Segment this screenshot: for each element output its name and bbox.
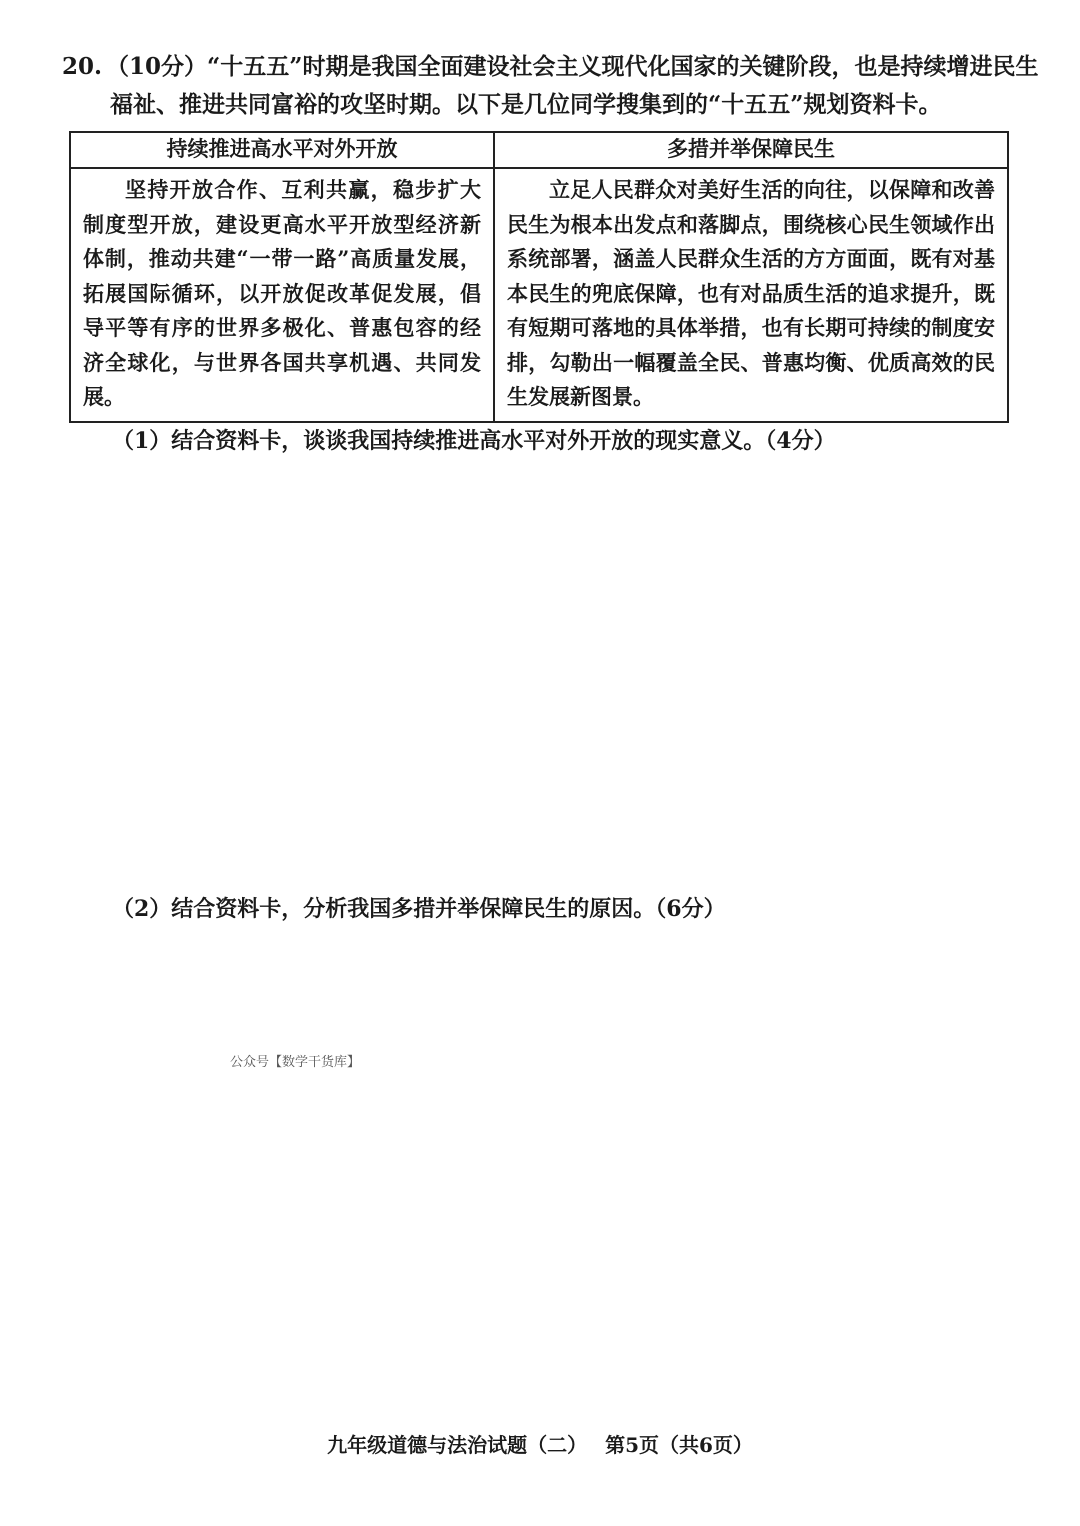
page-footer	[0, 1429, 1080, 1458]
material-cards-table	[69, 131, 1009, 423]
sub-question-2: （2）结合资料卡，分析我国多措并举保障民生的原因。（6分）	[112, 896, 726, 922]
cards-header-row	[70, 132, 1008, 168]
question-number: 20.	[62, 53, 103, 80]
card-left-text: 坚持开放合作、互利共赢，稳步扩大制度型开放，建设更高水平开放型经济新体制，推动共建“一带一路”高质量发展，拓展国际循环，以开放促改革促发展，倡导平等有序的世界多极化、普惠包容的经济全球化，与世界各国共享机遇、共同发展。	[70, 168, 494, 422]
question-heading	[62, 48, 1042, 124]
watermark-text: 公众号【数学干货库】	[230, 1055, 361, 1070]
sub-question-1: （1）结合资料卡，谈谈我国持续推进高水平对外开放的现实意义。（4分）	[112, 428, 836, 454]
cards-body-row	[70, 168, 1008, 422]
card-right-title: 多措并举保障民生	[494, 132, 1008, 168]
footer-page-number: 第5页（共6页）	[605, 1433, 753, 1457]
card-left-title: 持续推进高水平对外开放	[70, 132, 494, 168]
footer-exam-title: 九年级道德与法治试题（二）	[327, 1433, 588, 1457]
card-right-text: 立足人民群众对美好生活的向往，以保障和改善民生为根本出发点和落脚点，围绕核心民生领域作出系统部署，涵盖人民群众生活的方方面面，既有对基本民生的兜底保障，也有对品质生活的追求提升，既有短期可落地的具体举措，也有长期可持续的制度安排，勾勒出一幅覆盖全民、普惠均衡、优质高效的民生发展新图景。	[494, 168, 1008, 422]
question-intro-line1: （10分）“十五五”时期是我国全面建设社会主义现代化国家的关键阶段，也是持续增进民生	[106, 53, 1039, 80]
question-intro-line2: 福祉、推进共同富裕的攻坚时期。以下是几位同学搜集到的“十五五”规划资料卡。	[110, 91, 942, 118]
